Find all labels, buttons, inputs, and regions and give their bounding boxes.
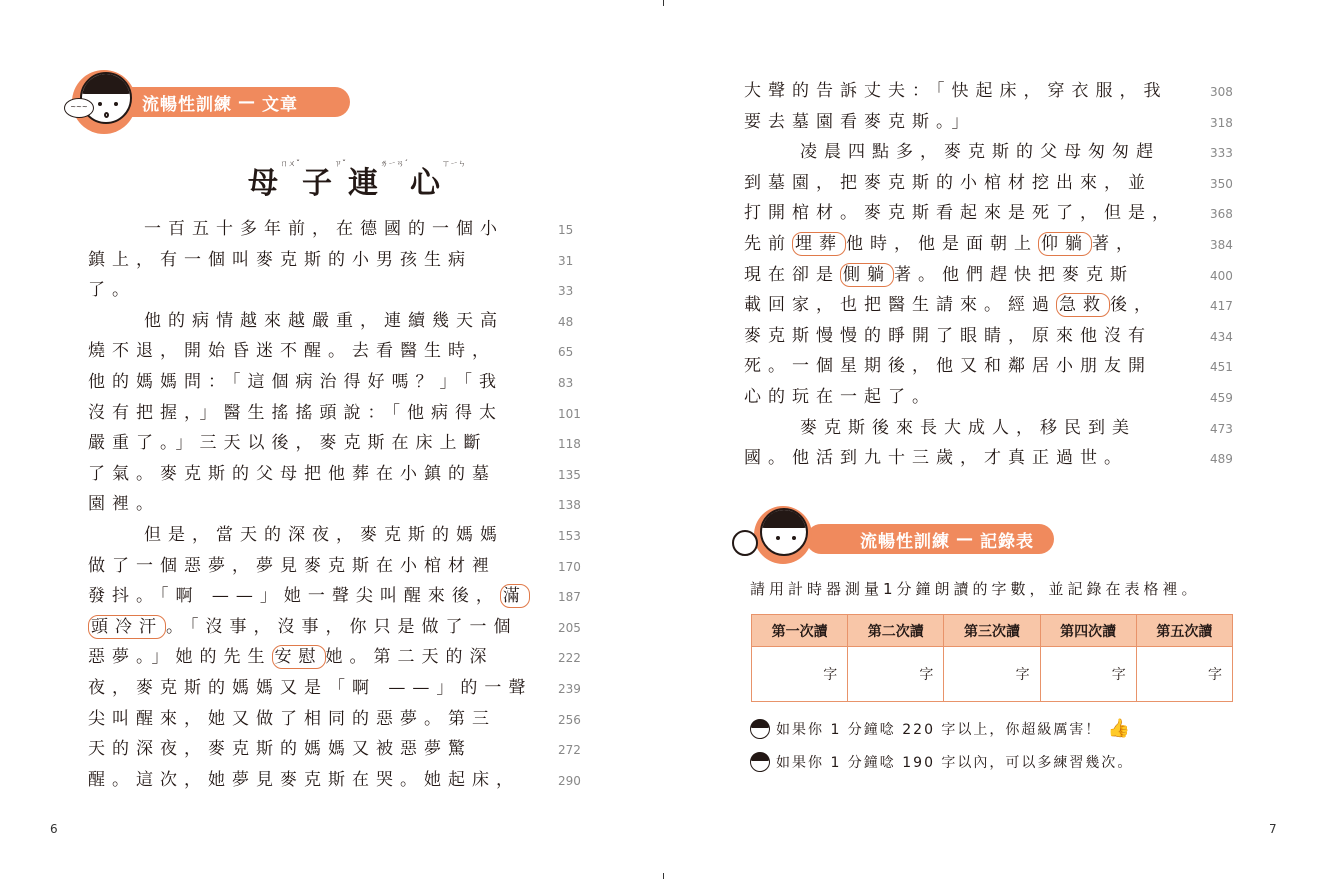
instruction-text: 請用計時器測量1分鐘朗讀的字數，並記錄在表格裡。	[750, 580, 1201, 598]
stopwatch-icon	[732, 530, 758, 556]
text-line	[88, 612, 518, 642]
line-text: 發抖。「啊 ——」她一聲尖叫醒來後，	[88, 586, 500, 607]
text-line	[744, 351, 1152, 381]
word-count: 434	[1210, 329, 1233, 344]
line-text: 嚴重了。」三天以後，麥克斯在床上斷	[88, 433, 488, 454]
text-line	[744, 260, 1134, 290]
line-text: 。「沒事，沒事，你只是做了一個	[166, 616, 518, 637]
word-count: 170	[558, 559, 581, 574]
text-line	[88, 551, 496, 581]
vocab-highlight: 急救	[1056, 293, 1110, 317]
header-third-read: 第三次讀	[944, 615, 1040, 647]
mascot-face-icon	[80, 72, 132, 124]
speech-bubble-icon: ~~~	[64, 98, 94, 118]
word-count: 318	[1210, 115, 1233, 130]
line-text: 他的病情越來越嚴重，連續幾天高	[144, 310, 504, 331]
line-text: 他時，他是面朝上	[846, 234, 1038, 254]
text-line	[88, 275, 136, 305]
word-count: 473	[1210, 421, 1233, 436]
line-text: 了。	[88, 280, 136, 301]
line-text: 做了一個惡夢，夢見麥克斯在小棺材裡	[88, 555, 496, 576]
line-text: 但是，當天的深夜，麥克斯的媽媽	[144, 525, 504, 545]
tip-text: 如果你 1 分鐘唸 190 字以內，可以多練習幾次。	[776, 755, 1134, 771]
vocab-highlight: 滿	[500, 584, 530, 608]
line-text: 國。他活到九十三歲，才真正過世。	[744, 448, 1128, 469]
word-count: 205	[558, 620, 581, 635]
line-text: 天的深夜，麥克斯的媽媽又被惡夢驚	[88, 739, 472, 760]
text-line	[800, 413, 1136, 443]
word-count: 290	[558, 773, 581, 788]
record-cell-3[interactable]: 字	[944, 647, 1040, 702]
word-count: 350	[1210, 176, 1233, 191]
text-line	[88, 581, 530, 611]
text-line	[88, 704, 496, 734]
thumbs-up-icon: 👍	[1107, 718, 1132, 739]
right-page	[664, 0, 1328, 879]
record-cell-4[interactable]: 字	[1040, 647, 1136, 702]
line-text: 心的玩在一起了。	[744, 387, 936, 407]
text-line	[744, 168, 1152, 198]
text-line	[144, 214, 504, 244]
text-line	[88, 398, 503, 428]
banner-subtitle: 文章	[262, 94, 298, 115]
word-count: 489	[1210, 452, 1233, 467]
tip-excellent	[750, 718, 1132, 739]
banner-label: 流暢性訓練	[142, 94, 232, 115]
text-line	[744, 443, 1128, 473]
line-text: 園裡。	[88, 494, 160, 515]
line-text: 現在卻是	[744, 264, 840, 285]
line-text: 麥克斯後來長大成人，移民到美	[800, 417, 1136, 438]
banner-label: 流暢性訓練	[860, 531, 950, 552]
line-text: 他的媽媽問：「這個病治得好嗎？」「我	[88, 372, 503, 392]
text-line	[744, 107, 976, 137]
text-line	[144, 520, 504, 550]
line-text: 著，	[1092, 234, 1140, 254]
fluency-record-banner	[806, 524, 1054, 554]
header-fifth-read: 第五次讀	[1136, 615, 1232, 647]
word-count: 417	[1210, 299, 1233, 314]
glasses-face-icon	[750, 752, 770, 772]
line-text: 尖叫醒來，她又做了相同的惡夢。第三	[88, 708, 496, 729]
word-count: 138	[558, 498, 581, 513]
text-line	[88, 642, 494, 672]
word-count: 187	[558, 590, 581, 605]
header-fourth-read: 第四次讀	[1040, 615, 1136, 647]
line-text: 後，	[1110, 295, 1158, 316]
banner-subtitle: 記錄表	[980, 531, 1034, 552]
word-count: 33	[558, 284, 574, 299]
word-count: 101	[558, 406, 581, 421]
text-line	[88, 765, 520, 795]
word-count: 239	[558, 682, 581, 696]
word-count: 272	[558, 743, 581, 758]
line-text: 夜，麥克斯的媽媽又是「啊 ——」的一聲	[88, 678, 533, 698]
word-count: 65	[558, 345, 574, 360]
line-text: 載回家，也把醫生請來。經過	[744, 295, 1056, 316]
text-line	[744, 76, 1168, 106]
text-line	[144, 306, 504, 336]
text-line	[88, 734, 472, 764]
article-title: 母$^{ㄇㄨˇ}$子$^{ㄗˇ}$連$^{ㄌㄧㄢˊ}$心$^{ㄒㄧㄣ}$	[248, 159, 466, 201]
line-text: 一百五十多年前，在德國的一個小	[144, 219, 504, 239]
line-text: 打開棺材。麥克斯看起來是死了，但是，	[744, 203, 1176, 224]
line-text: 沒有把握，」醫生搖搖頭說：「他病得太	[88, 402, 503, 423]
line-text: 要去墓園看麥克斯。」	[744, 111, 976, 132]
mascot-face-icon	[760, 508, 808, 556]
word-count: 256	[558, 712, 581, 727]
word-count: 118	[558, 437, 581, 452]
banner-separator: —	[238, 92, 256, 112]
vocab-highlight: 頭冷汗	[88, 615, 166, 639]
vocab-highlight: 側躺	[840, 263, 894, 287]
word-count: 368	[1210, 207, 1233, 222]
tip-text: 如果你 1 分鐘唸 220 字以上，你超級厲害！	[776, 721, 1102, 738]
glasses-face-icon	[750, 719, 770, 739]
record-cell-2[interactable]: 字	[848, 647, 944, 702]
word-count: 384	[1210, 238, 1233, 252]
vocab-highlight: 安慰	[272, 645, 326, 669]
banner-separator: —	[956, 529, 974, 549]
line-text: 了氣。麥克斯的父母把他葬在小鎮的墓	[88, 463, 496, 484]
header-second-read: 第二次讀	[848, 615, 944, 647]
line-text: 醒。這次，她夢見麥克斯在哭。她起床，	[88, 769, 520, 790]
text-line	[88, 459, 496, 489]
text-line	[744, 290, 1158, 320]
record-cell-1[interactable]: 字	[752, 647, 848, 702]
word-count: 222	[558, 651, 581, 666]
word-count: 153	[558, 529, 581, 543]
word-count: 135	[558, 467, 581, 482]
word-count: 15	[558, 223, 574, 237]
text-line	[88, 367, 503, 397]
line-text: 麥克斯慢慢的睜開了眼睛，原來他沒有	[744, 325, 1152, 346]
text-line	[88, 489, 160, 519]
line-text: 凌晨四點多，麥克斯的父母匆匆趕	[800, 142, 1160, 163]
word-count: 459	[1210, 391, 1233, 405]
line-text: 她。第二天的深	[325, 647, 494, 668]
text-line	[744, 382, 936, 412]
vocab-highlight: 埋葬	[792, 232, 846, 256]
word-count: 333	[1210, 146, 1233, 161]
line-text: 惡夢。」她的先生	[88, 647, 272, 668]
line-text: 燒不退，開始昏迷不醒。去看醫生時，	[88, 341, 496, 362]
text-line	[88, 336, 496, 366]
line-text: 大聲的告訴丈夫：「快起床，穿衣服，我	[744, 81, 1168, 101]
page-number: 7	[1269, 822, 1277, 836]
header-first-read: 第一次讀	[752, 615, 848, 647]
text-line	[744, 321, 1152, 351]
text-line	[88, 673, 532, 703]
word-count: 48	[558, 314, 574, 329]
line-text: 鎮上，有一個叫麥克斯的小男孩生病	[88, 249, 472, 270]
line-text: 死。一個星期後，他又和鄰居小朋友開	[744, 356, 1152, 377]
vocab-highlight: 仰躺	[1038, 232, 1092, 256]
line-text: 先前	[744, 234, 792, 254]
word-count: 451	[1210, 360, 1233, 375]
reading-record-table	[751, 614, 1233, 702]
page-number: 6	[50, 822, 58, 836]
line-text: 到墓園，把麥克斯的小棺材挖出來，並	[744, 172, 1152, 193]
record-cell-5[interactable]: 字	[1136, 647, 1232, 702]
text-line	[88, 245, 472, 275]
text-line	[744, 229, 1140, 259]
line-text: 著。他們趕快把麥克斯	[894, 264, 1134, 285]
word-count: 83	[558, 376, 574, 390]
word-count: 400	[1210, 268, 1233, 283]
text-line	[88, 428, 488, 458]
text-line	[800, 137, 1160, 167]
word-count: 308	[1210, 85, 1233, 99]
word-count: 31	[558, 253, 574, 268]
text-line	[744, 198, 1176, 228]
tip-practice	[750, 752, 1133, 772]
